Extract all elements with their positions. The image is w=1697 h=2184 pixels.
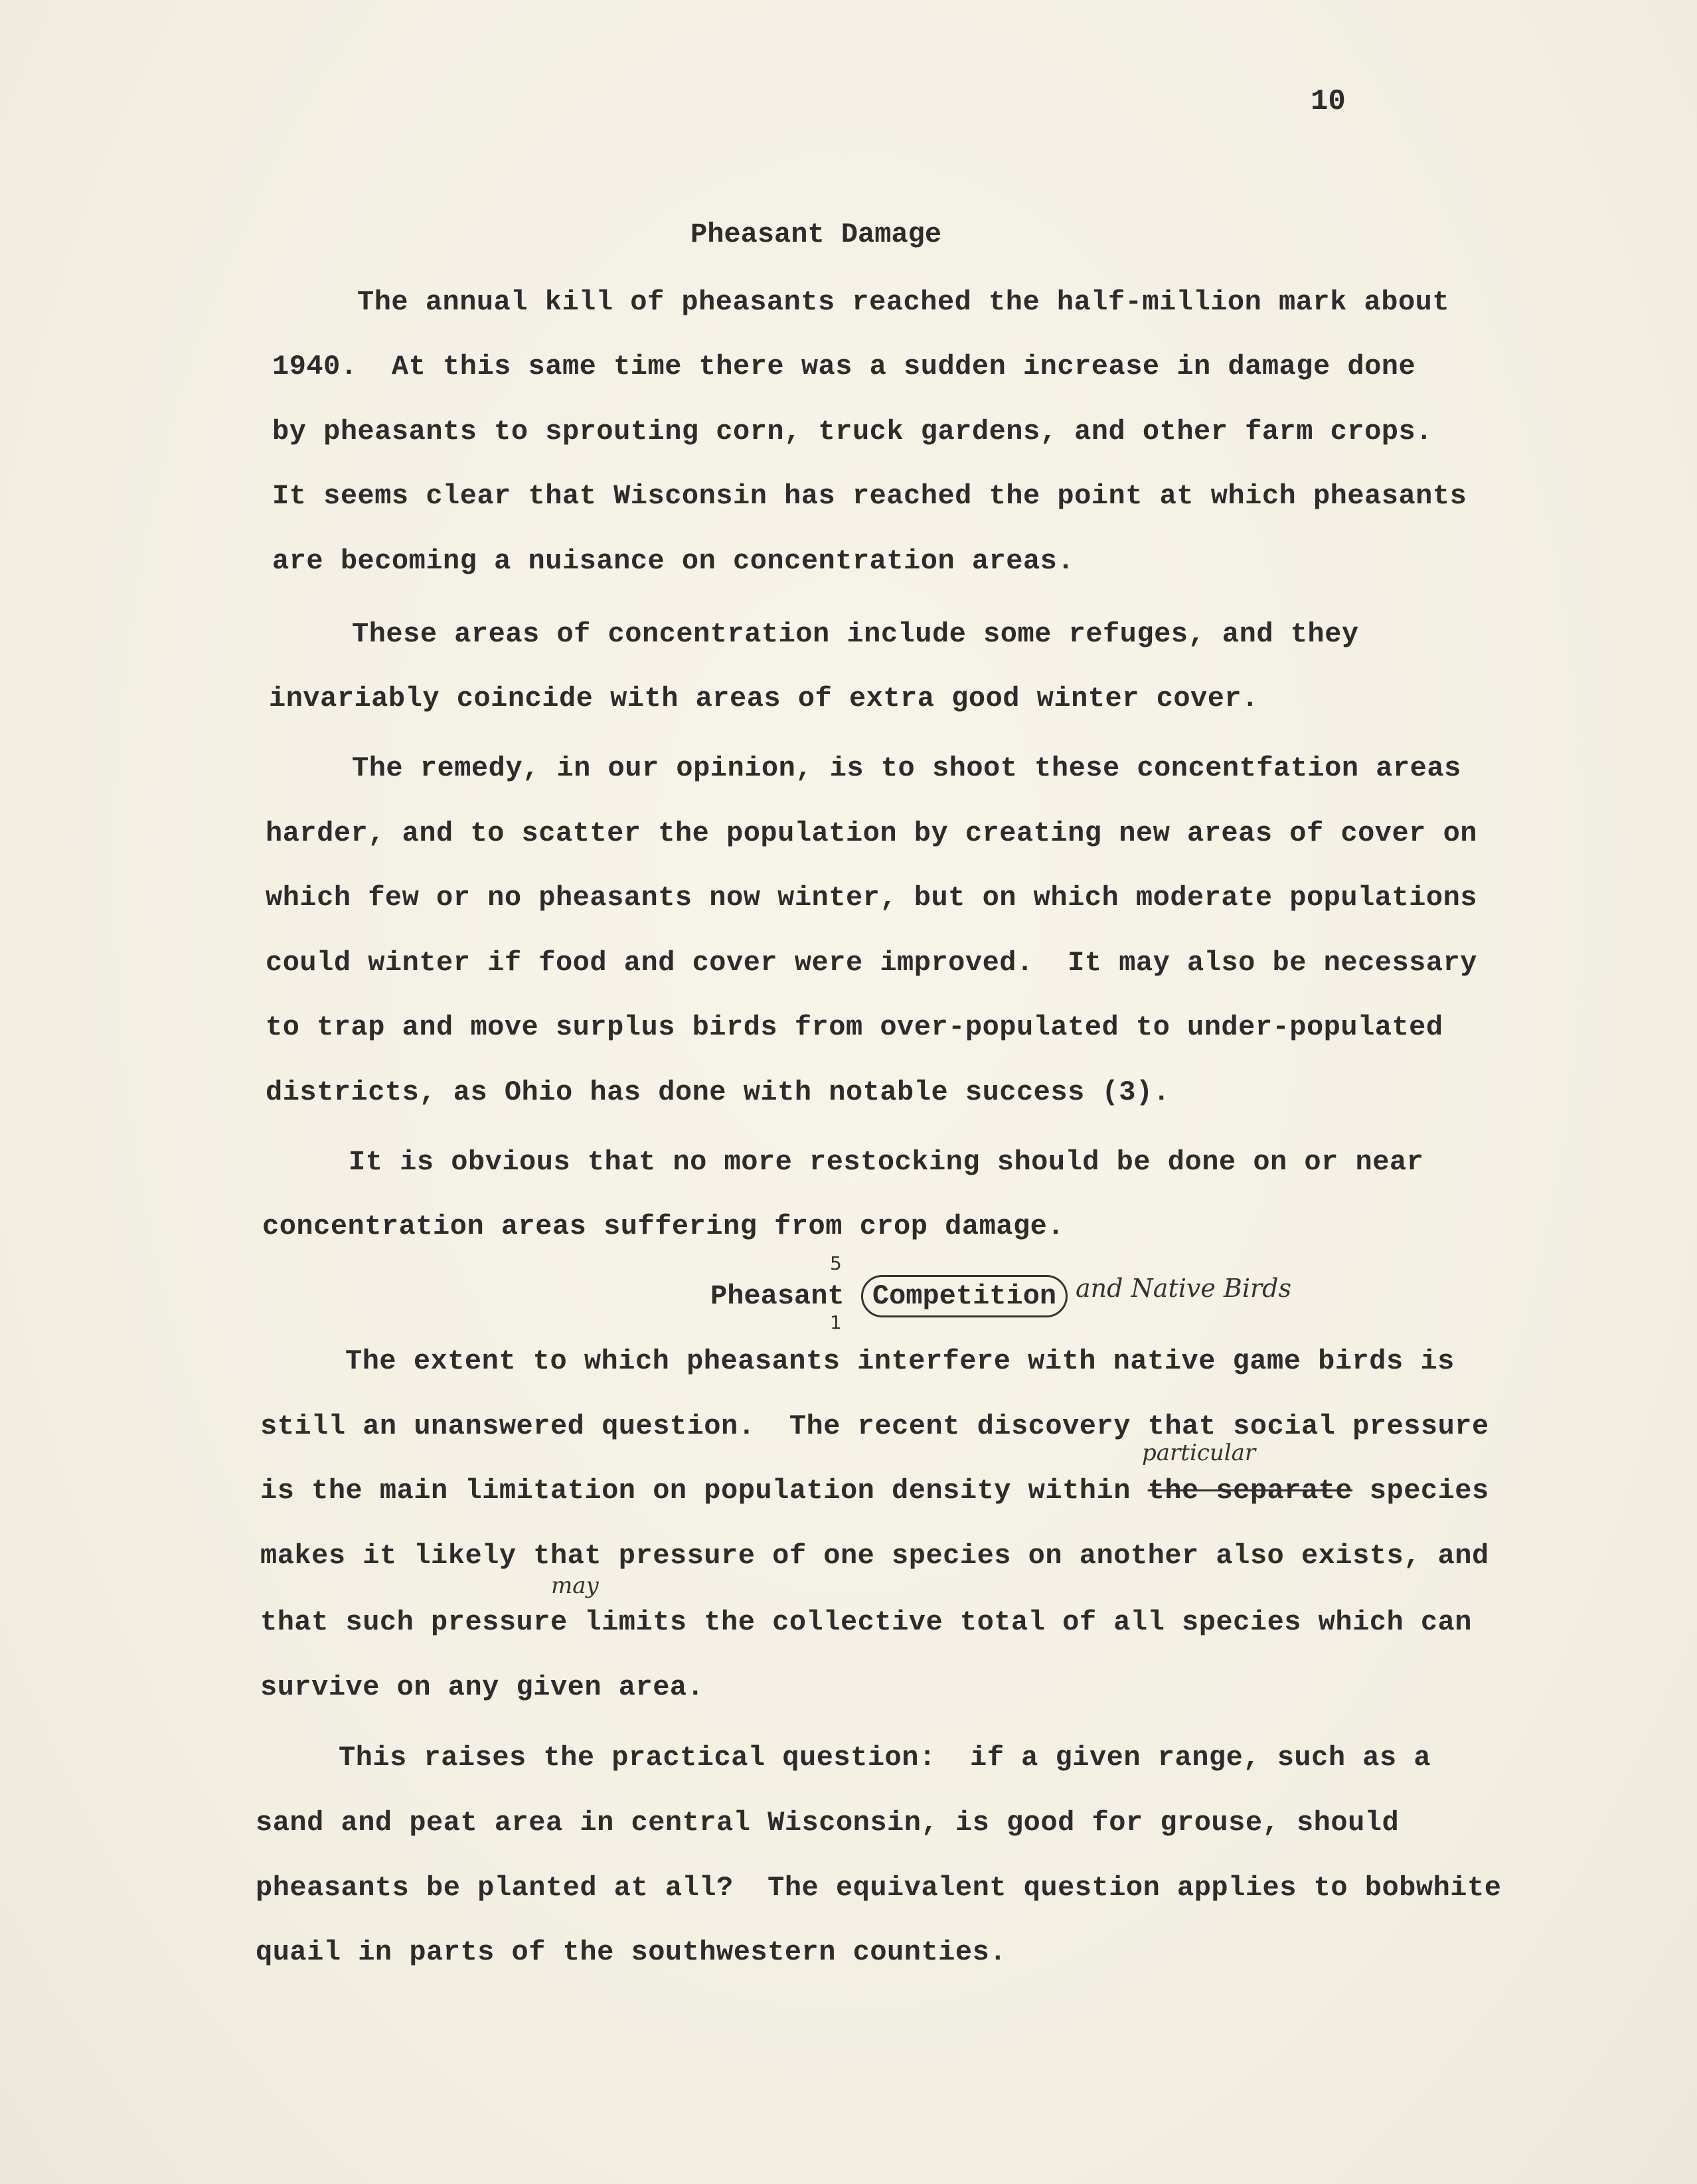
text-line: which few or no pheasants now winter, but on which moderate populations [266, 882, 1477, 914]
text-line: The remedy, in our opinion, is to shoot these concentfation areas [352, 752, 1461, 784]
text-line-with-insertion [260, 1606, 1472, 1639]
text-segment: that such pressure [260, 1606, 585, 1638]
text-segment: is the main limitation on population density within [260, 1475, 1148, 1507]
text-segment: species [1352, 1475, 1489, 1507]
edited-word: limits [584, 1606, 687, 1638]
text-line: It seems clear that Wisconsin has reached the point at which pheasants [272, 480, 1467, 512]
text-line: It is obvious that no more restocking should be done on or near [349, 1146, 1424, 1178]
handwritten-annotation: and Native Birds [1076, 1274, 1291, 1303]
text-line: concentration areas suffering from crop damage. [262, 1211, 1065, 1242]
annotation-mark-above: 5 [830, 1252, 842, 1274]
text-line: sand and peat area in central Wisconsin, is good for grouse, should [256, 1807, 1400, 1839]
handwritten-insertion: particular [1142, 1440, 1256, 1466]
text-line: survive on any given area. [260, 1671, 704, 1703]
text-line: The annual kill of pheasants reached the half-million mark about [357, 286, 1450, 318]
text-line: to trap and move surplus birds from over-populated to under-populated [266, 1011, 1443, 1043]
text-line: are becoming a nuisance on concentration areas. [272, 545, 1075, 577]
text-segment: the collective total of all species which can [687, 1606, 1473, 1638]
text-line: harder, and to scatter the population by creating new areas of cover on [266, 817, 1477, 849]
text-line: by pheasants to sprouting corn, truck gardens, and other farm crops. [272, 416, 1433, 448]
annotation-mark-below: 1 [830, 1311, 842, 1333]
text-line: still an unanswered question. The recent discovery that social pressure [260, 1410, 1489, 1442]
circled-heading-word: Competition [861, 1275, 1068, 1317]
heading-word: Pheasant [710, 1280, 845, 1312]
text-line: districts, as Ohio has done with notable success (3). [266, 1076, 1171, 1108]
text-line: These areas of concentration include some refuges, and they [352, 618, 1359, 650]
section-heading-pheasant-competition [710, 1275, 1068, 1317]
section-heading-pheasant-damage: Pheasant Damage [690, 218, 942, 250]
text-line: 1940. At this same time there was a sudden increase in damage done [272, 351, 1416, 382]
page-number: 10 [1311, 85, 1346, 118]
text-line: quail in parts of the southwestern counties. [256, 1936, 1007, 1968]
text-line: invariably coincide with areas of extra good winter cover. [269, 683, 1259, 714]
text-line: makes it likely that pressure of one species on another also exists, and [260, 1540, 1489, 1572]
text-line: pheasants be planted at all? The equivalent question applies to bobwhite [256, 1872, 1502, 1904]
text-line: could winter if food and cover were improved. It may also be necessary [266, 947, 1477, 979]
text-line: This raises the practical question: if a given range, such as a [339, 1742, 1431, 1774]
text-line-with-strikethrough [260, 1474, 1489, 1507]
struck-text: the separate [1147, 1475, 1353, 1507]
text-line: The extent to which pheasants interfere with native game birds is [345, 1345, 1455, 1377]
handwritten-insertion: may [551, 1572, 599, 1599]
